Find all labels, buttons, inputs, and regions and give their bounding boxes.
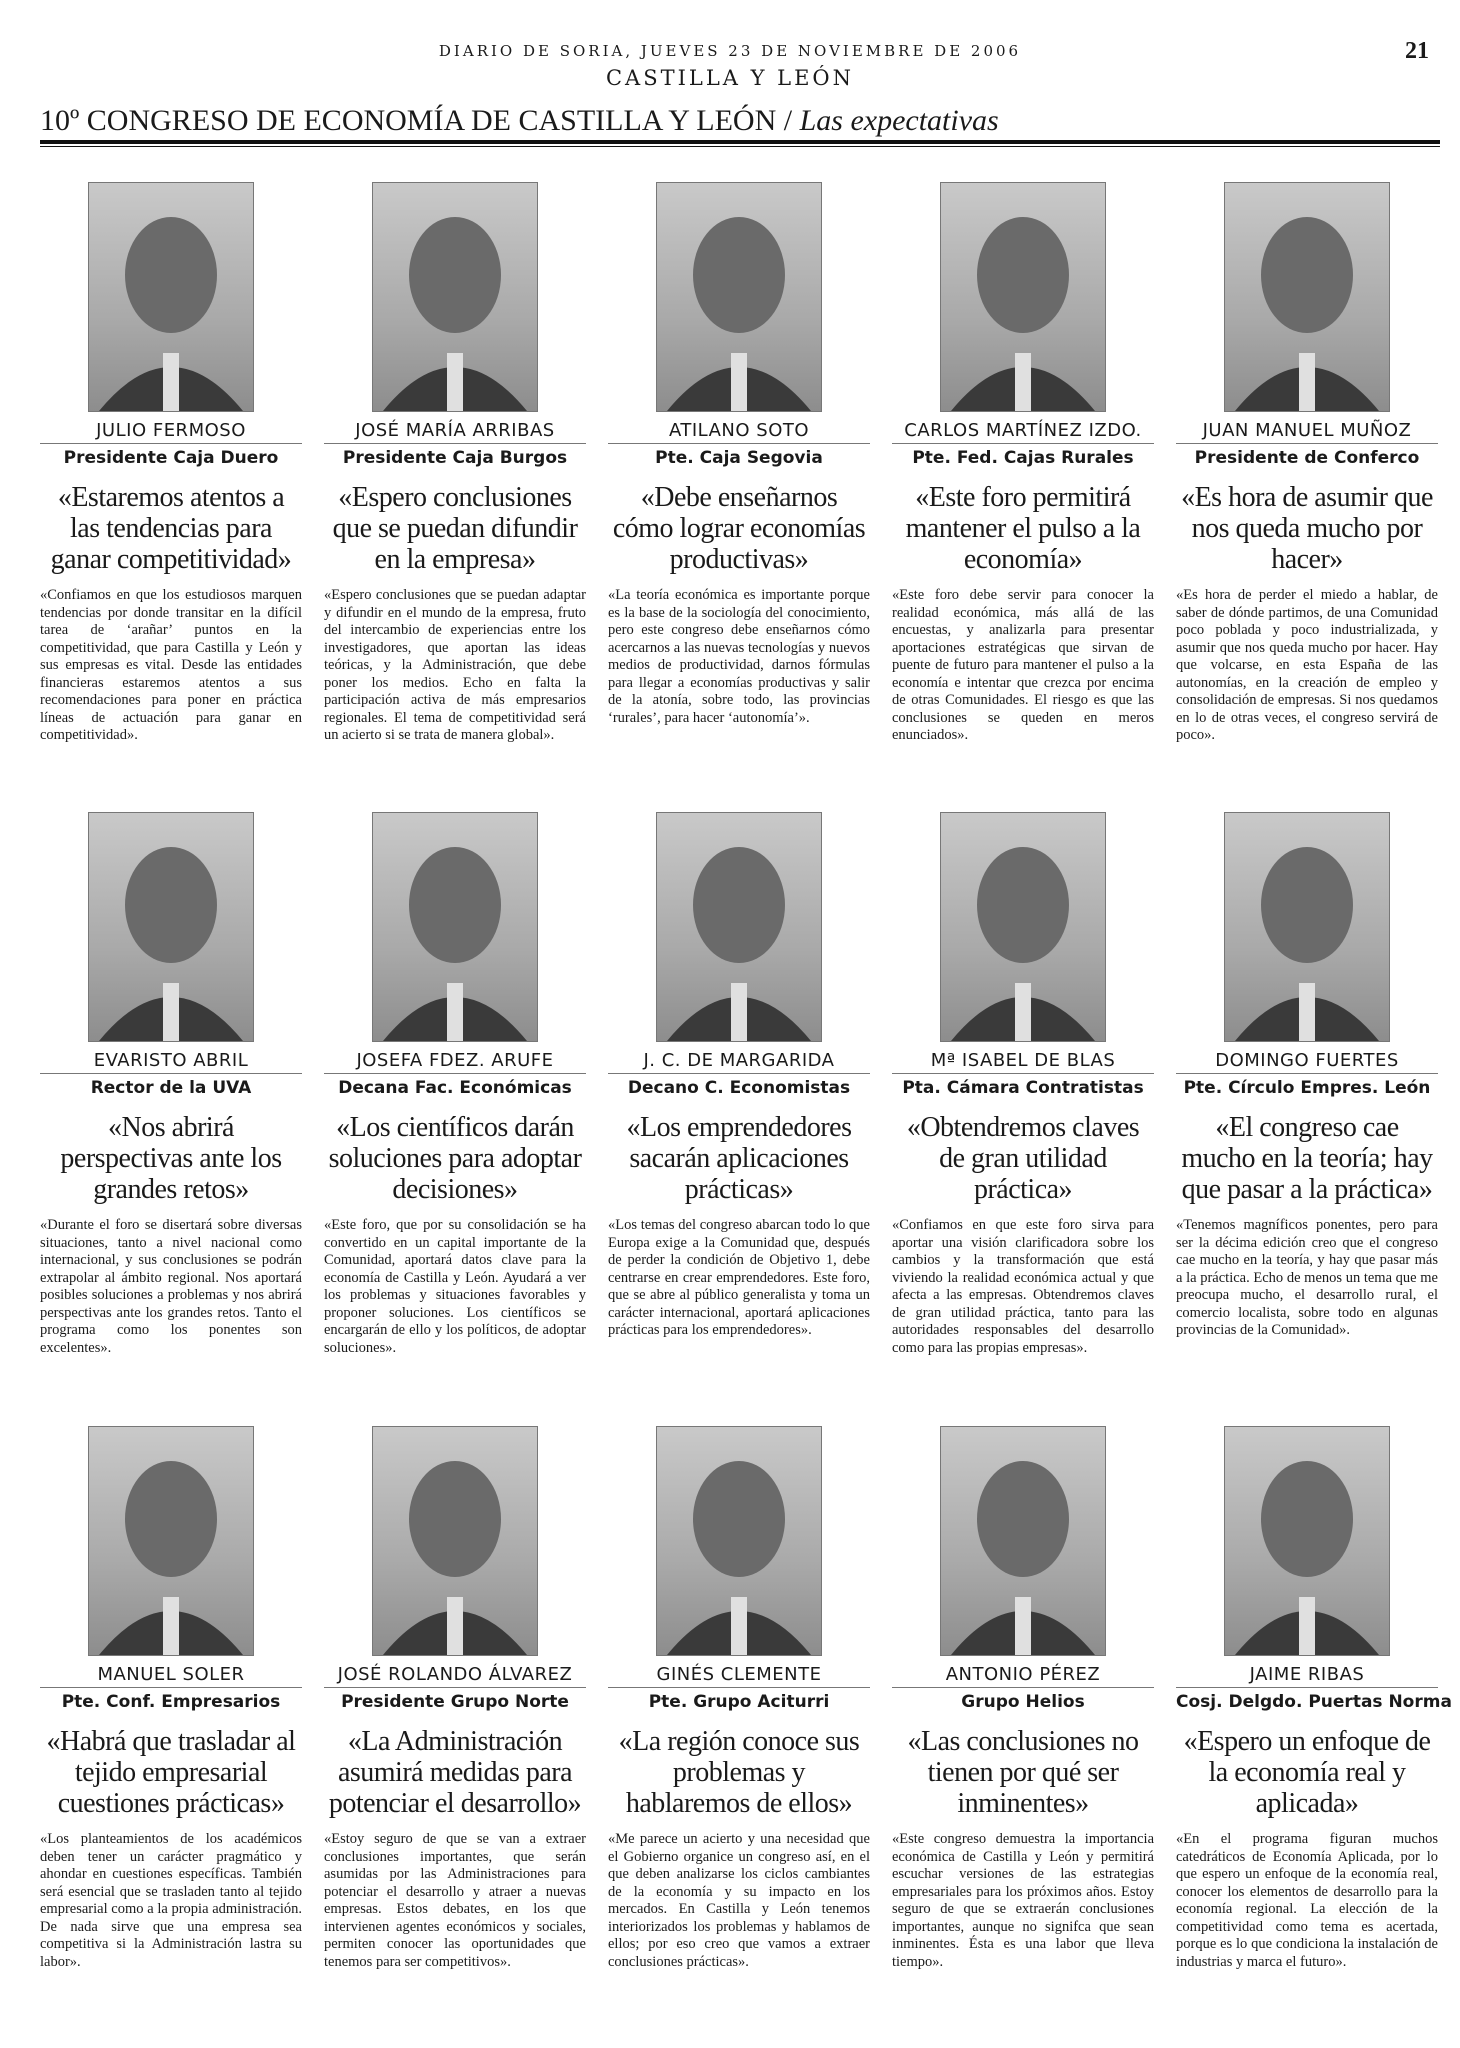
portrait-photo	[372, 182, 538, 412]
section-title: CASTILLA Y LEÓN	[605, 66, 855, 90]
profile-card	[892, 812, 1154, 1357]
profile-card	[40, 1426, 302, 1971]
portrait-photo	[940, 1426, 1106, 1656]
profile-name: ATILANO SOTO	[608, 420, 870, 444]
profile-quote: «Las conclusiones no tienen por qué ser inminentes»	[907, 1726, 1139, 1819]
heading-rule	[40, 140, 1440, 144]
profile-name: MANUEL SOLER	[40, 1664, 302, 1688]
profile-role: Presidente Caja Burgos	[342, 448, 568, 468]
profile-card	[40, 812, 302, 1357]
profile-card	[1176, 1426, 1452, 1971]
profile-name: JOSEFA FDEZ. ARUFE	[324, 1050, 586, 1074]
profile-quote: «Obtendremos claves de gran utilidad práctica»	[906, 1112, 1140, 1205]
profile-role: Decana Fac. Económicas	[338, 1078, 572, 1098]
portrait-photo	[88, 182, 254, 412]
topic-heading	[40, 104, 1440, 138]
profile-name: JAIME RIBAS	[1176, 1664, 1438, 1688]
profile-card	[608, 182, 870, 727]
profile-role: Grupo Helios	[961, 1692, 1085, 1712]
profile-role: Pte. Círculo Empres. León	[1183, 1078, 1431, 1098]
profile-name: JUAN MANUEL MUÑOZ	[1176, 420, 1438, 444]
profile-card	[324, 182, 586, 745]
portrait-photo	[656, 182, 822, 412]
topic-sub: Las expectativas	[799, 104, 999, 137]
profile-name: DOMINGO FUERTES	[1176, 1050, 1438, 1074]
profile-card	[1176, 812, 1438, 1340]
profile-role: Pte. Fed. Cajas Rurales	[912, 448, 1134, 468]
portrait-photo	[372, 1426, 538, 1656]
profile-quote: «Habrá que trasladar al tejido empresarial cuestiones prácticas»	[46, 1726, 296, 1819]
profile-quote: «La Administración asumirá medidas para potenciar el desarrollo»	[328, 1726, 582, 1819]
profile-text: «Confiamos en que los estudiosos marquen tendencias por donde transitar en la difícil tarea de ‘arañar’ puntos en la competitividad, que para Castilla y León y sus empresas es vital. Desde las entidades financieras estaremos atentos a sus recomendaciones para poner en práctica líneas de actuación para ganar en competitividad».	[40, 587, 302, 743]
profile-name: ANTONIO PÉREZ	[892, 1664, 1154, 1688]
profile-text: «Este foro, que por su consolidación se ha convertido en un capital importante de la Comunidad, aportará datos clave para la economía de Castilla y León. Ayudará a ver los problemas y situaciones favorables y proponer soluciones. Los científicos se encargarán de ello y los políticos, de adoptar soluciones».	[324, 1217, 586, 1356]
profile-card	[892, 182, 1154, 745]
profile-text: «Estoy seguro de que se van a extraer conclusiones importantes, que serán asumidas por las Administraciones para potenciar el desarrollo y atraer a nuevas empresas. Estos debates, en los que intervienen agentes económicos y sociales, permiten conocer las oportunidades que tenemos para ser competitivos».	[324, 1831, 586, 1970]
profile-name: JOSÉ ROLANDO ÁLVAREZ	[324, 1664, 586, 1688]
portrait-photo	[88, 1426, 254, 1656]
profile-name: EVARISTO ABRIL	[40, 1050, 302, 1074]
profile-name: JOSÉ MARÍA ARRIBAS	[324, 420, 586, 444]
profile-role: Presidente Caja Duero	[63, 448, 279, 468]
profile-name: CARLOS MARTÍNEZ IZDO.	[892, 420, 1154, 444]
profile-quote: «El congreso cae mucho en la teoría; hay que pasar a la práctica»	[1181, 1112, 1433, 1205]
profile-text: «Me parece un acierto y una necesidad que el Gobierno organice un congreso así, en el que deben analizarse los ciclos cambiantes de la economía y su impacto en los mercados. En Castilla y León tenemos interiorizados los problemas y hablamos de ellos; por eso creo que vamos a extraer conclusiones prácticas».	[608, 1831, 870, 1970]
profile-quote: «Los emprendedores sacarán aplicaciones prácticas»	[626, 1112, 852, 1205]
profile-text: «Durante el foro se disertará sobre diversas situaciones, tanto a nivel nacional como internacional, y sus conclusiones se podrán extrapolar al ámbito regional. Nos aportará posibles soluciones a problemas y nos abrirá perspectivas ante los grandes retos. Tanto el programa como los ponentes son excelentes».	[40, 1217, 302, 1356]
portrait-photo	[1224, 1426, 1390, 1656]
profile-text: «En el programa figuran muchos catedráticos de Economía Aplicada, por lo que espero un enfoque de la economía real, conocer los elementos de desarrollo para la economía regional. La elección de la competitividad como tema es acertada, porque es lo que condiciona la instalación de industrias y marca el futuro».	[1176, 1831, 1438, 1970]
profile-quote: «Es hora de asumir que nos queda mucho por hacer»	[1181, 482, 1433, 575]
profile-quote: «Este foro permitirá mantener el pulso a la economía»	[905, 482, 1141, 575]
profile-role: Rector de la UVA	[90, 1078, 252, 1098]
profile-quote: «La región conoce sus problemas y hablaremos de ellos»	[618, 1726, 860, 1819]
profile-name: GINÉS CLEMENTE	[608, 1664, 870, 1688]
profile-role: Pte. Grupo Aciturri	[648, 1692, 830, 1712]
profile-text: «Confiamos en que este foro sirva para aportar una visión clarificadora sobre los cambios y la transformación que está viviendo la realidad económica actual y que afecta a las empresas. Obtendremos claves de gran utilidad práctica, tanto para las autoridades responsables del desarrollo como para las propias empresas».	[892, 1217, 1154, 1356]
masthead: DIARIO DE SORIA, JUEVES 23 DE NOVIEMBRE DE 2006	[438, 42, 1022, 60]
portrait-photo	[656, 812, 822, 1042]
profile-card	[40, 182, 302, 745]
portrait-photo	[656, 1426, 822, 1656]
profile-name: Mª ISABEL DE BLAS	[892, 1050, 1154, 1074]
profile-text: «Espero conclusiones que se puedan adaptar y difundir en el mundo de la empresa, fruto del intercambio de experiencias entre los investigadores, que aportan las ideas teóricas, y la Administración, que debe poner los medios. Echo en falta la participación activa de más empresarios regionales. El tema de competitividad será un acierto si se trata de manera global».	[324, 587, 586, 743]
page-number: 21	[1405, 38, 1429, 64]
profile-text: «Tenemos magníficos ponentes, pero para ser la décima edición creo que el congreso cae mucho en la teoría, y hay que pasar más a la práctica. Echo de menos un tema que me preocupa mucho, el desarrollo rural, el comercio localista, sobre todo en algunas provincias de la Comunidad».	[1176, 1217, 1438, 1338]
heading-rule-thin	[40, 146, 1440, 147]
portrait-photo	[88, 812, 254, 1042]
profile-role: Cosj. Delgdo. Puertas Norma	[1176, 1692, 1452, 1712]
profile-text: «Este congreso demuestra la importancia económica de Castilla y León y permitirá escuchar versiones de las estrategias empresariales para los próximos años. Estoy seguro de que se extraerán conclusiones importantes, aunque no signifca que sean inminentes. Ésta es una labor que lleva tiempo».	[892, 1831, 1154, 1970]
profile-text: «Este foro debe servir para conocer la realidad económica, más allá de las encuestas, y analizarla para presentar aportaciones estratégicas que sirvan de puente de futuro para mantener el pulso a la economía e intentar que crezca por encima de otras Comunidades. El riesgo es que las conclusiones se queden en meros enunciados».	[892, 587, 1154, 743]
profile-role: Pta. Cámara Contratistas	[902, 1078, 1144, 1098]
profile-quote: «Estaremos atentos a las tendencias para ganar competitividad»	[50, 482, 292, 575]
portrait-photo	[372, 812, 538, 1042]
profile-role: Presidente de Conferco	[1194, 448, 1420, 468]
topic-main: 10º CONGRESO DE ECONOMÍA DE CASTILLA Y LEÓN /	[40, 104, 793, 137]
portrait-photo	[1224, 182, 1390, 412]
profile-card	[608, 812, 870, 1340]
profile-name: J. C. DE MARGARIDA	[608, 1050, 870, 1074]
profile-quote: «Espero un enfoque de la economía real y aplicada»	[1183, 1726, 1431, 1819]
profile-name: JULIO FERMOSO	[40, 420, 302, 444]
portrait-photo	[940, 182, 1106, 412]
portrait-photo	[1224, 812, 1390, 1042]
profile-text: «La teoría económica es importante porque es la base de la sociología del conocimiento, pero este congreso debe enseñarnos cómo acercarnos a las nuevas tecnologías y nuevos medios de productividad, darnos fórmulas para llegar a economías productivas y salir de la atonía, sobre todo, las provincias ‘rurales’, para hacer ‘autonomía’».	[608, 587, 870, 726]
profile-quote: «Los científicos darán soluciones para adoptar decisiones»	[328, 1112, 582, 1205]
profile-role: Pte. Caja Segovia	[655, 448, 823, 468]
profile-text: «Los temas del congreso abarcan todo lo que Europa exige a la Comunidad que, después de perder la condición de Objetivo 1, debe centrarse en crear emprendedores. Este foro, que se abre al público generalista y toma un carácter internacional, aportará aplicaciones prácticas para los emprendedores».	[608, 1217, 870, 1338]
profile-text: «Los planteamientos de los académicos deben tener un carácter pragmático y ahondar en cuestiones específicas. También será esencial que se trasladen tanto al tejido empresarial como a la propia administración. De nada sirve que una empresa sea competitiva si la Administración lastra su labor».	[40, 1831, 302, 1970]
profile-card	[608, 1426, 870, 1971]
profile-card	[324, 1426, 586, 1971]
profile-role: Pte. Conf. Empresarios	[61, 1692, 281, 1712]
portrait-photo	[940, 812, 1106, 1042]
profile-quote: «Espero conclusiones que se puedan difundir en la empresa»	[332, 482, 578, 575]
profile-card	[1176, 182, 1438, 745]
profile-quote: «Nos abrirá perspectivas ante los grandes retos»	[60, 1112, 282, 1205]
profile-card	[324, 812, 586, 1357]
profile-role: Presidente Grupo Norte	[341, 1692, 569, 1712]
profile-role: Decano C. Economistas	[627, 1078, 851, 1098]
profile-card	[892, 1426, 1154, 1971]
profile-quote: «Debe enseñarnos cómo lograr economías productivas»	[612, 482, 866, 575]
profile-text: «Es hora de perder el miedo a hablar, de saber de dónde partimos, de una Comunidad poco poblada y poco industrializada, y asumir que nos queda mucho por hacer. Hay que volcarse, en esta España de las autonomías, en la creación de empleo y consolidación de empresas. Si nos quedamos en lo de otras veces, el congreso servirá de poco».	[1176, 587, 1438, 743]
